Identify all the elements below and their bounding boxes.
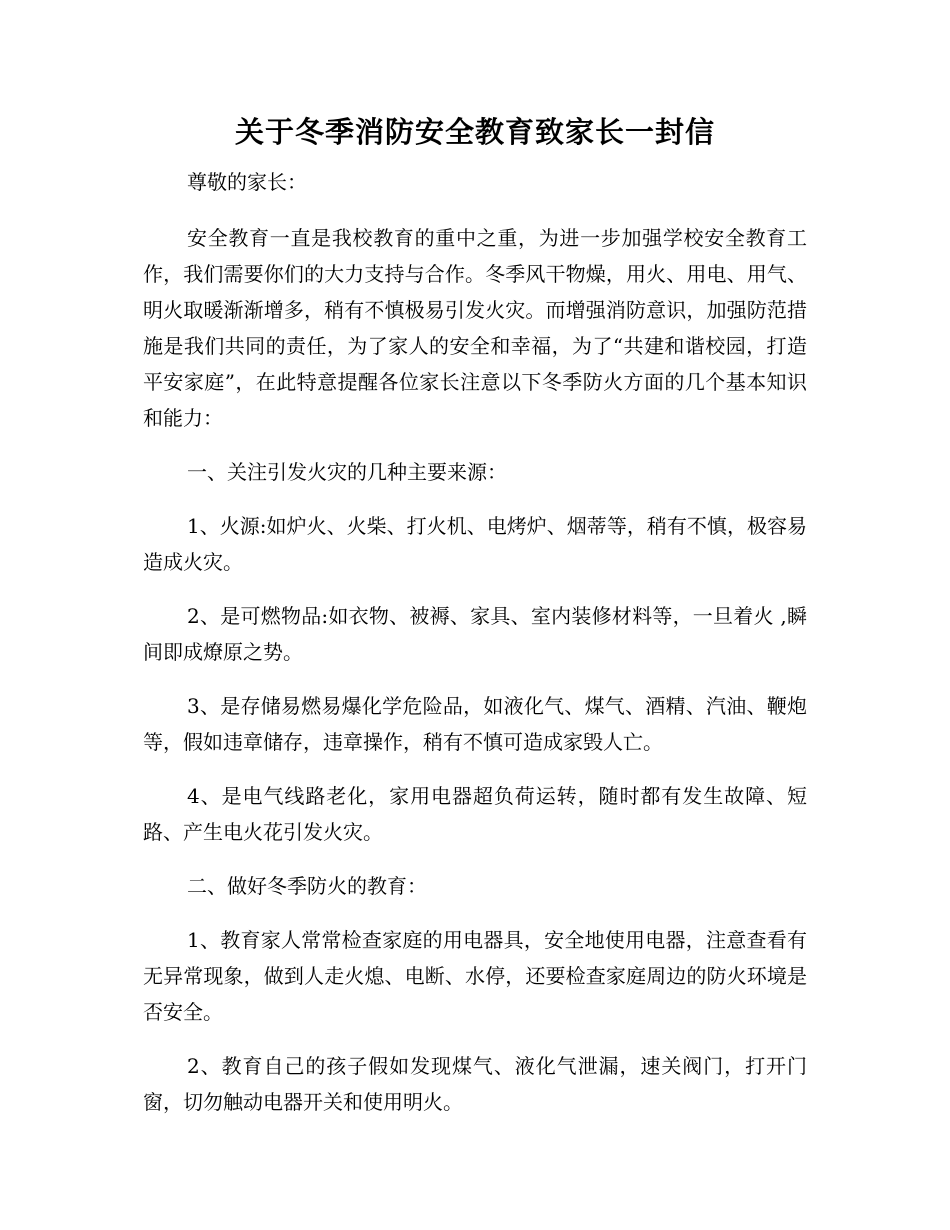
paragraph-intro: 安全教育一直是我校教育的重中之重，为进一步加强学校安全教育工作，我们需要你们的大力支持与合作。冬季风干物燥，用火、用电、用气、明火取暖渐渐增多，稍有不慎极易引发火灾。而增强消防意识，加强防范措施是我们共同的责任，为了家人的安全和幸福，为了“共建和谐校园，打造平安家庭”，在此特意提醒各位家长注意以下冬季防火方面的几个基本知识和能力： [143, 226, 807, 430]
paragraph-item: 2、教育自己的孩子假如发现煤气、液化气泄漏，速关阀门，打开门窗，切勿触动电器开关和使用明火。 [143, 1054, 807, 1114]
paragraph-item: 2、是可燃物品:如衣物、被褥、家具、室内装修材料等，一旦着火 ,瞬间即成燎原之势。 [143, 604, 807, 664]
section-heading-1: 一、关注引发火灾的几种主要来源： [187, 460, 507, 484]
paragraph-item: 1、教育家人常常检查家庭的用电器具，安全地使用电器，注意查看有无异常现象，做到人走火熄、电断、水停，还要检查家庭周边的防火环境是否安全。 [143, 928, 807, 1024]
paragraph-item: 1、火源:如炉火、火柴、打火机、电烤炉、烟蒂等，稍有不慎，极容易造成火灾。 [143, 514, 807, 574]
document-title: 关于冬季消防安全教育致家长一封信 [234, 115, 715, 149]
document-body [143, 164, 807, 1138]
section-heading-2: 二、做好冬季防火的教育： [187, 874, 427, 898]
greeting: 尊敬的家长： [187, 170, 307, 194]
paragraph-item: 4、是电气线路老化，家用电器超负荷运转，随时都有发生故障、短路、产生电火花引发火灾。 [143, 784, 807, 844]
paragraph-item: 3、是存储易燃易爆化学危险品，如液化气、煤气、酒精、汽油、鞭炮等，假如违章储存，违章操作，稍有不慎可造成家毁人亡。 [143, 694, 807, 754]
